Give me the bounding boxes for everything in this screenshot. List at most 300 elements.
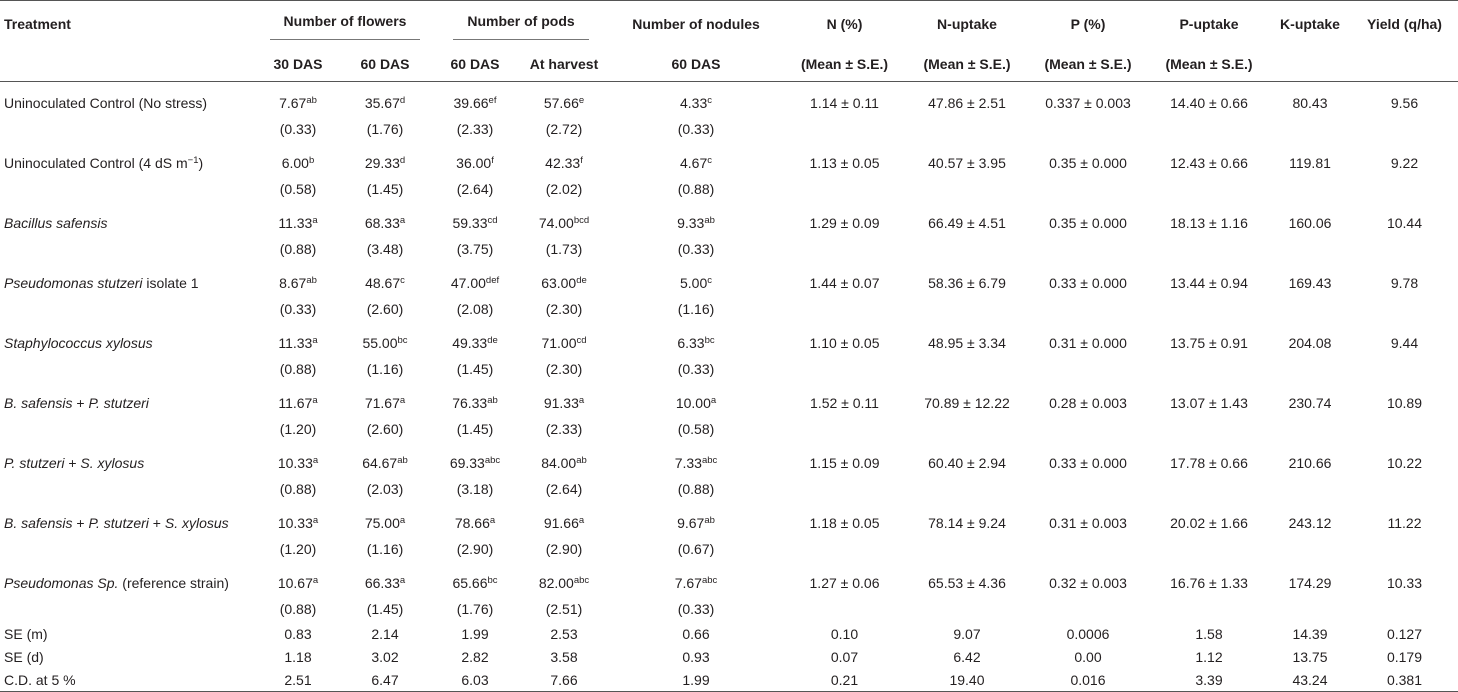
- treatment-name-part: +: [72, 515, 89, 531]
- empty-cell: [782, 236, 907, 262]
- significance-letters: c: [400, 275, 405, 286]
- value: 69.33: [449, 455, 485, 471]
- empty-cell: [1351, 356, 1458, 382]
- se-value-cell: (1.76): [366, 121, 404, 137]
- empty-cell: [1027, 236, 1149, 262]
- value: 63.00: [541, 275, 577, 291]
- header-treatment: Treatment: [0, 1, 258, 48]
- treatment-name-part: (reference strain): [118, 575, 229, 591]
- significance-letters: bcd: [573, 215, 590, 226]
- table-row-se: [0, 236, 1458, 262]
- stat-value: 3.39: [1149, 668, 1269, 692]
- empty-cell: [1027, 596, 1149, 622]
- empty-cell: [1269, 476, 1351, 502]
- se-value-cell: (3.75): [456, 241, 494, 257]
- se-value-cell: (0.33): [677, 361, 715, 377]
- value: 68.33: [364, 215, 400, 231]
- n-percent-cell: 1.29 ± 0.09: [809, 215, 880, 231]
- header-pods-group: [432, 1, 610, 48]
- yield-cell: 10.33: [1386, 575, 1423, 591]
- k-uptake-cell: 169.43: [1288, 275, 1332, 291]
- stat-value: 2.53: [550, 625, 578, 642]
- treatment-cell: [0, 502, 258, 536]
- flowers-30das-cell: [258, 82, 338, 117]
- value: 71.00: [541, 335, 577, 351]
- empty-cell: [782, 296, 907, 322]
- empty-cell: [0, 356, 258, 382]
- stat-value: 0.381: [1351, 668, 1458, 692]
- p-uptake-cell: 16.76 ± 1.33: [1170, 575, 1248, 591]
- significance-letters: a: [312, 215, 318, 226]
- empty-cell: [1351, 236, 1458, 262]
- stat-value: 2.51: [258, 668, 338, 692]
- k-uptake-cell: 119.81: [1289, 155, 1331, 171]
- treatment-name-part: Pseudomonas Sp.: [4, 575, 119, 591]
- se-value-cell: (2.02): [545, 181, 583, 197]
- empty-cell: [1149, 296, 1269, 322]
- flowers-60das-cell: [338, 382, 432, 416]
- flowers-30das-cell: [258, 262, 338, 296]
- stat-value: 9.07: [953, 625, 981, 642]
- treatment-cell: [0, 442, 258, 476]
- empty-cell: [1351, 116, 1458, 142]
- se-value-cell: (3.18): [456, 481, 494, 497]
- value: 6.33: [677, 335, 705, 351]
- empty-cell: [1351, 296, 1458, 322]
- empty-cell: [1027, 476, 1149, 502]
- stat-value: 0.83: [284, 625, 312, 642]
- k-uptake-cell: 204.08: [1288, 335, 1332, 351]
- empty-cell: [1027, 176, 1149, 202]
- se-value-cell: (0.33): [677, 241, 715, 257]
- table-body: [0, 82, 1458, 692]
- significance-letters: a: [399, 515, 406, 526]
- header-nodules: Number of nodules: [610, 1, 782, 48]
- yield-cell: 9.22: [1390, 155, 1419, 171]
- treatment-cell: [0, 82, 258, 117]
- significance-letters: a: [312, 575, 319, 586]
- empty-cell: [0, 596, 258, 622]
- significance-letters: f: [580, 155, 583, 166]
- significance-letters: abc: [701, 455, 718, 466]
- stat-row: [0, 645, 1458, 668]
- treatment-name-part: isolate 1: [142, 275, 199, 291]
- k-uptake-cell: 230.74: [1288, 395, 1332, 411]
- pods-60das-cell: [432, 82, 518, 117]
- empty-cell: [907, 176, 1027, 202]
- stat-value: 0.10: [830, 625, 859, 642]
- nodules-60das-cell: [610, 562, 782, 596]
- header-yield: Yield (q/ha): [1351, 1, 1458, 48]
- value: 48.67: [365, 275, 401, 291]
- significance-letters: a: [312, 455, 319, 466]
- empty-cell: [907, 116, 1027, 142]
- p-percent-cell: 0.28 ± 0.003: [1049, 395, 1127, 411]
- treatment-name-part: +: [148, 515, 165, 531]
- table-row: [0, 502, 1458, 536]
- empty-cell: [782, 176, 907, 202]
- treatment-name-part: Uninoculated Control (4 dS m: [4, 155, 188, 171]
- stat-value: 1.99: [610, 668, 782, 692]
- p-uptake-cell: 18.13 ± 1.16: [1170, 215, 1248, 231]
- empty-cell: [782, 116, 907, 142]
- significance-letters: a: [578, 515, 585, 526]
- se-value-cell: (1.16): [366, 361, 404, 377]
- se-value-cell: (0.88): [279, 481, 317, 497]
- value: 11.33: [278, 215, 313, 231]
- stat-value: 0.016: [1027, 668, 1149, 692]
- value: 10.33: [277, 515, 313, 531]
- pods-harvest-cell: [518, 442, 610, 476]
- se-value-cell: (0.33): [279, 121, 317, 137]
- yield-cell: 10.22: [1386, 455, 1423, 471]
- header-flowers-60das: 60 DAS: [338, 47, 432, 82]
- se-value-cell: (1.45): [456, 361, 494, 377]
- significance-letters: bc: [487, 575, 498, 586]
- stat-label: C.D. at 5 %: [0, 668, 258, 692]
- value: 7.67: [674, 575, 702, 591]
- significance-letters: d: [399, 95, 406, 106]
- empty-cell: [1269, 176, 1351, 202]
- significance-letters: c: [707, 155, 712, 166]
- se-value-cell: (2.08): [456, 301, 494, 317]
- p-uptake-cell: 13.07 ± 1.43: [1170, 395, 1248, 411]
- pods-60das-cell: [432, 442, 518, 476]
- significance-letters: b: [308, 155, 315, 166]
- empty-cell: [1149, 236, 1269, 262]
- pods-harvest-cell: [518, 262, 610, 296]
- table-row: [0, 322, 1458, 356]
- significance-letters: cd: [576, 335, 587, 346]
- n-percent-cell: 1.52 ± 0.11: [810, 395, 879, 411]
- pods-60das-cell: [432, 502, 518, 536]
- flowers-30das-cell: [258, 562, 338, 596]
- treatment-name-part: B. safensis: [4, 515, 73, 531]
- se-value-cell: (1.45): [366, 181, 404, 197]
- se-value-cell: (1.45): [456, 421, 494, 437]
- stat-value: 1.12: [1195, 648, 1223, 665]
- value: 7.67: [279, 95, 307, 111]
- significance-letters: a: [399, 395, 406, 406]
- se-value-cell: (2.51): [545, 601, 583, 617]
- value: 4.33: [680, 95, 708, 111]
- value: 78.66: [454, 515, 490, 531]
- p-percent-cell: 0.33 ± 0.000: [1049, 455, 1127, 471]
- n-percent-cell: 1.13 ± 0.05: [809, 155, 880, 171]
- stat-value: 13.75: [1292, 648, 1328, 665]
- empty-cell: [0, 176, 258, 202]
- header-nodules-60das: 60 DAS: [610, 47, 782, 82]
- treatment-name-part: Bacillus safensis: [4, 215, 108, 231]
- stat-value: 6.47: [338, 668, 432, 692]
- value: 55.00: [362, 335, 398, 351]
- empty-cell: [1269, 296, 1351, 322]
- se-value-cell: (0.58): [677, 421, 715, 437]
- p-percent-cell: 0.31 ± 0.000: [1049, 335, 1127, 351]
- empty-cell: [782, 416, 907, 442]
- p-percent-cell: 0.33 ± 0.000: [1049, 275, 1127, 291]
- n-percent-cell: 1.15 ± 0.09: [809, 455, 880, 471]
- header-blank: [1269, 47, 1351, 82]
- n-percent-cell: 1.18 ± 0.05: [809, 515, 880, 531]
- empty-cell: [1269, 536, 1351, 562]
- value: 74.00: [538, 215, 574, 231]
- flowers-60das-cell: [338, 82, 432, 117]
- treatment-cell: [0, 322, 258, 356]
- empty-cell: [907, 296, 1027, 322]
- significance-letters: a: [399, 215, 406, 226]
- empty-cell: [782, 356, 907, 382]
- se-value-cell: (2.60): [366, 421, 404, 437]
- header-flowers: Number of flowers: [270, 13, 421, 40]
- table-row: [0, 442, 1458, 476]
- empty-cell: [907, 476, 1027, 502]
- se-value-cell: (2.33): [456, 121, 494, 137]
- stat-value: 0.07: [830, 648, 859, 665]
- se-value-cell: (2.33): [545, 421, 583, 437]
- n-uptake-cell: 78.14 ± 9.24: [928, 515, 1006, 531]
- pods-harvest-cell: [518, 202, 610, 236]
- value: 84.00: [541, 455, 577, 471]
- significance-letters: de: [487, 335, 498, 346]
- empty-cell: [0, 236, 258, 262]
- nodules-60das-cell: [610, 82, 782, 117]
- empty-cell: [1149, 596, 1269, 622]
- yield-cell: 9.78: [1390, 275, 1419, 291]
- stat-value: 1.18: [284, 648, 312, 665]
- flowers-60das-cell: [338, 142, 432, 176]
- value: 66.33: [364, 575, 400, 591]
- value: 75.00: [364, 515, 400, 531]
- empty-cell: [782, 476, 907, 502]
- significance-letters: ab: [306, 95, 317, 106]
- empty-cell: [782, 536, 907, 562]
- stat-value: 2.82: [461, 648, 489, 665]
- value: 47.00: [450, 275, 486, 291]
- table-row: [0, 202, 1458, 236]
- significance-letters: c: [707, 275, 712, 286]
- empty-cell: [1149, 116, 1269, 142]
- nodules-60das-cell: [610, 322, 782, 356]
- header-blank: [0, 47, 258, 82]
- stat-value: 1.99: [461, 625, 489, 642]
- significance-letters: def: [485, 275, 500, 286]
- table-row: [0, 142, 1458, 176]
- se-value-cell: (1.16): [366, 541, 404, 557]
- empty-cell: [1027, 296, 1149, 322]
- table-row-se: [0, 356, 1458, 382]
- flowers-30das-cell: [258, 322, 338, 356]
- empty-cell: [1149, 536, 1269, 562]
- value: 36.00: [456, 155, 492, 171]
- k-uptake-cell: 80.43: [1292, 95, 1328, 111]
- header-pods-60das: 60 DAS: [432, 47, 518, 82]
- stat-value: 43.24: [1269, 668, 1351, 692]
- value: 10.67: [277, 575, 313, 591]
- yield-cell: 9.56: [1390, 95, 1419, 111]
- se-value-cell: (3.48): [366, 241, 404, 257]
- se-value-cell: (1.76): [456, 601, 494, 617]
- treatment-cell: [0, 262, 258, 296]
- empty-cell: [1269, 236, 1351, 262]
- significance-letters: abc: [484, 455, 501, 466]
- se-value-cell: (1.45): [366, 601, 404, 617]
- value: 10.33: [277, 455, 313, 471]
- se-value-cell: (0.88): [279, 361, 317, 377]
- stat-value: 14.39: [1292, 625, 1328, 642]
- se-value-cell: (2.64): [456, 181, 494, 197]
- header-pods: Number of pods: [453, 13, 588, 40]
- significance-letters: de: [576, 275, 587, 286]
- p-percent-cell: 0.337 ± 0.003: [1045, 95, 1131, 111]
- flowers-30das-cell: [258, 382, 338, 416]
- significance-letters: ab: [704, 215, 715, 226]
- value: 8.67: [279, 275, 307, 291]
- significance-letters: a: [578, 395, 585, 406]
- pods-60das-cell: [432, 562, 518, 596]
- p-percent-cell: 0.31 ± 0.003: [1049, 515, 1127, 531]
- significance-letters: e: [578, 95, 585, 106]
- pods-60das-cell: [432, 142, 518, 176]
- p-uptake-cell: 20.02 ± 1.66: [1170, 515, 1248, 531]
- p-uptake-cell: 17.78 ± 0.66: [1170, 455, 1248, 471]
- value: 5.00: [680, 275, 708, 291]
- stat-value: 0.127: [1386, 625, 1423, 642]
- table-row: [0, 82, 1458, 117]
- flowers-60das-cell: [338, 262, 432, 296]
- se-value-cell: (0.88): [677, 181, 715, 197]
- se-value-cell: (0.88): [279, 601, 317, 617]
- treatment-name-part: +: [72, 395, 89, 411]
- value: 64.67: [362, 455, 398, 471]
- empty-cell: [1027, 356, 1149, 382]
- header-n-uptake: N-uptake: [907, 1, 1027, 48]
- se-value-cell: (0.67): [677, 541, 715, 557]
- p-percent-cell: 0.32 ± 0.003: [1049, 575, 1127, 591]
- empty-cell: [0, 416, 258, 442]
- value: 9.33: [677, 215, 705, 231]
- empty-cell: [1027, 416, 1149, 442]
- stat-value: 0.66: [682, 625, 710, 642]
- header-row-1: [0, 1, 1458, 48]
- significance-letters: ab: [306, 275, 317, 286]
- stat-value: 3.58: [550, 648, 578, 665]
- nodules-60das-cell: [610, 202, 782, 236]
- value: 76.33: [452, 395, 488, 411]
- pods-60das-cell: [432, 322, 518, 356]
- treatment-name-part: ): [198, 155, 204, 171]
- empty-cell: [782, 596, 907, 622]
- se-value-cell: (0.33): [279, 301, 317, 317]
- value: 9.67: [677, 515, 705, 531]
- header-p-uptake-mse: (Mean ± S.E.): [1149, 47, 1269, 82]
- value: 10.00: [675, 395, 711, 411]
- value: 7.33: [674, 455, 702, 471]
- flowers-60das-cell: [338, 322, 432, 356]
- yield-cell: 9.44: [1390, 335, 1419, 351]
- empty-cell: [907, 536, 1027, 562]
- significance-letters: bc: [704, 335, 715, 346]
- value: 91.66: [543, 515, 579, 531]
- flowers-60das-cell: [338, 442, 432, 476]
- n-uptake-cell: 58.36 ± 6.79: [928, 275, 1006, 291]
- n-uptake-cell: 65.53 ± 4.36: [928, 575, 1006, 591]
- header-flowers-30das: 30 DAS: [258, 47, 338, 82]
- n-uptake-cell: 66.49 ± 4.51: [928, 215, 1006, 231]
- value: 91.33: [543, 395, 579, 411]
- flowers-30das-cell: [258, 142, 338, 176]
- se-value-cell: (0.88): [677, 481, 715, 497]
- stat-value: 3.02: [371, 648, 399, 665]
- yield-cell: 10.89: [1386, 395, 1423, 411]
- significance-letters: a: [489, 515, 496, 526]
- empty-cell: [1351, 176, 1458, 202]
- empty-cell: [1269, 416, 1351, 442]
- treatment-cell: [0, 202, 258, 236]
- nodules-60das-cell: [610, 142, 782, 176]
- stat-value: 0.0006: [1066, 625, 1110, 642]
- nodules-60das-cell: [610, 382, 782, 416]
- stat-value: 6.03: [432, 668, 518, 692]
- treatment-cell: [0, 562, 258, 596]
- n-uptake-cell: 70.89 ± 12.22: [924, 395, 1010, 411]
- significance-letters: ab: [704, 515, 715, 526]
- stat-value: 0.93: [682, 648, 710, 665]
- value: 11.67: [278, 395, 313, 411]
- treatment-name-part: +: [64, 455, 81, 471]
- treatment-name-part: Pseudomonas stutzeri: [4, 275, 143, 291]
- nodules-60das-cell: [610, 502, 782, 536]
- significance-letters: d: [399, 155, 406, 166]
- header-n-percent: N (%): [782, 1, 907, 48]
- value: 59.33: [452, 215, 488, 231]
- k-uptake-cell: 243.12: [1288, 515, 1332, 531]
- header-flowers-group: [258, 1, 432, 48]
- header-p-percent: P (%): [1027, 1, 1149, 48]
- header-p-uptake: P-uptake: [1149, 1, 1269, 48]
- significance-letters: ef: [488, 95, 497, 106]
- pods-harvest-cell: [518, 322, 610, 356]
- yield-cell: 11.22: [1387, 515, 1422, 531]
- empty-cell: [0, 536, 258, 562]
- n-uptake-cell: 48.95 ± 3.34: [928, 335, 1006, 351]
- p-percent-cell: 0.35 ± 0.000: [1049, 155, 1127, 171]
- n-percent-cell: 1.44 ± 0.07: [809, 275, 880, 291]
- significance-letters: ab: [487, 395, 498, 406]
- value: 6.00: [281, 155, 309, 171]
- value: 49.33: [452, 335, 488, 351]
- pods-harvest-cell: [518, 382, 610, 416]
- p-uptake-cell: 12.43 ± 0.66: [1170, 155, 1248, 171]
- value: 4.67: [680, 155, 708, 171]
- header-pods-harvest: At harvest: [518, 47, 610, 82]
- n-percent-cell: 1.10 ± 0.05: [809, 335, 880, 351]
- treatment-name-part: B. safensis: [4, 395, 73, 411]
- treatment-name-part: P. stutzeri: [4, 455, 65, 471]
- value: 71.67: [364, 395, 400, 411]
- stat-value: 0.00: [1074, 648, 1102, 665]
- significance-letters: a: [312, 335, 318, 346]
- stat-value: 1.58: [1195, 625, 1223, 642]
- table-row: [0, 382, 1458, 416]
- se-value-cell: (0.33): [677, 121, 715, 137]
- significance-letters: bc: [397, 335, 408, 346]
- empty-cell: [1149, 416, 1269, 442]
- n-uptake-cell: 40.57 ± 3.95: [928, 155, 1006, 171]
- significance-letters: abc: [701, 575, 718, 586]
- n-percent-cell: 1.14 ± 0.11: [810, 95, 879, 111]
- header-p-percent-mse: (Mean ± S.E.): [1027, 47, 1149, 82]
